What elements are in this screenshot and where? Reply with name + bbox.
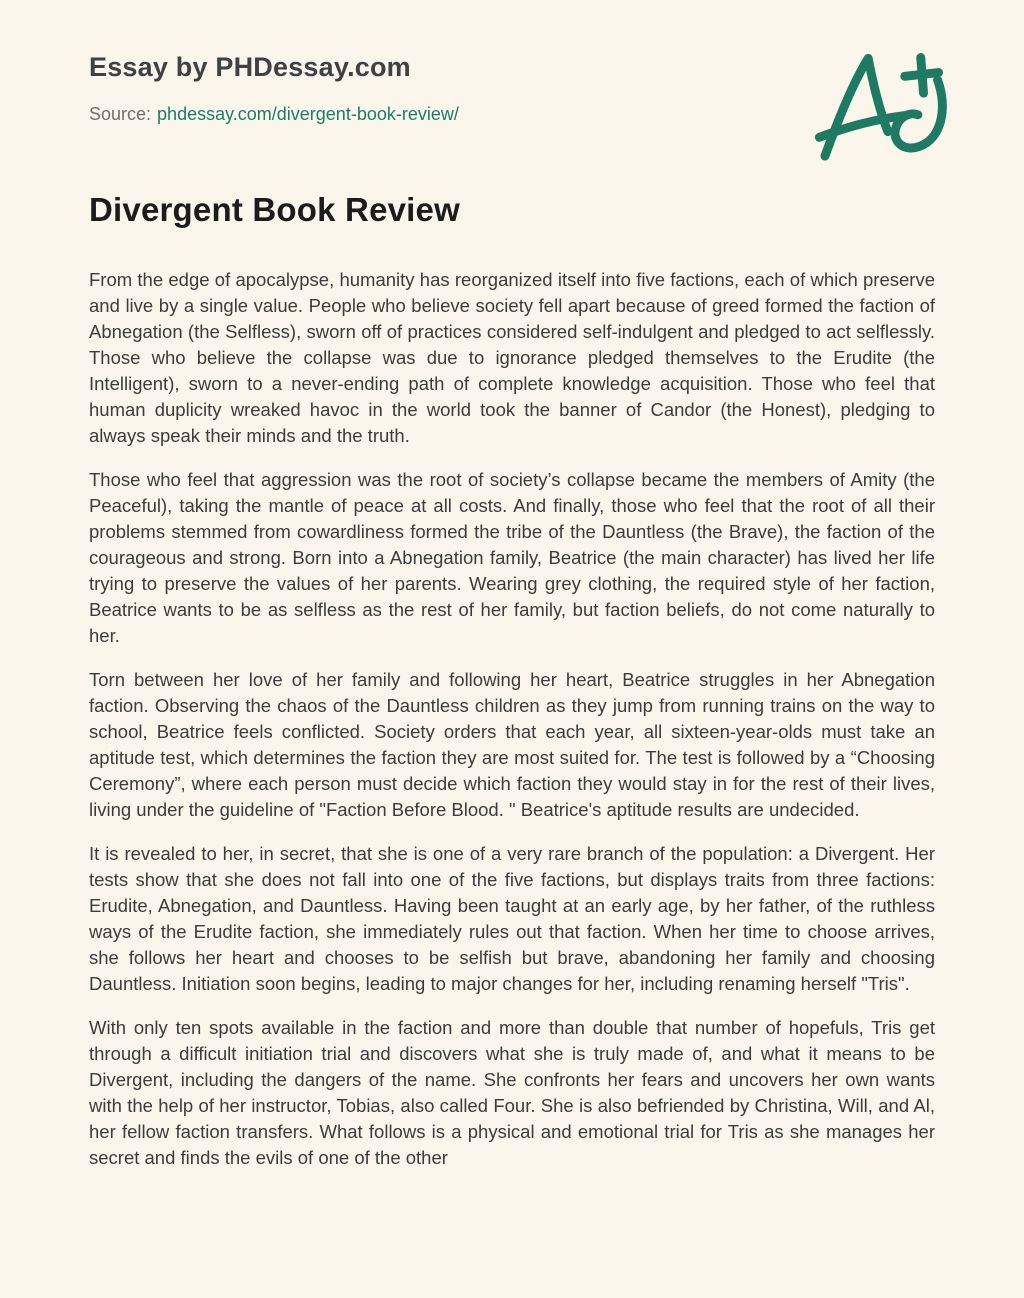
- source-line: [89, 104, 935, 125]
- byline: Essay by PHDessay.com: [89, 52, 411, 82]
- source-label: Source:: [89, 104, 152, 124]
- source-link[interactable]: phdessay.com/divergent-book-review/: [157, 104, 459, 124]
- essay-paragraph-2: Those who feel that aggression was the root of society’s collapse became the members of Amity (the Peaceful), taking the mantle of peace at all costs. And finally, those who feel that the root of all their problems stemmed from cowardliness formed the tribe of the Dauntless (the Brave), the faction of the courageous and strong. Born into a Abnegation family, Beatrice (the main character) has lived her life trying to preserve the values of her parents. Wearing grey clothing, the required style of her faction, Beatrice wants to be as selfless as the rest of her family, but faction beliefs, do not come naturally to her.: [89, 469, 935, 646]
- essay-paragraph-5: With only ten spots available in the faction and more than double that number of hopefuls, Tris get through a difficult initiation trial and discovers what she is truly made of, and what it means to be Divergent, including the dangers of the name. She confronts her fears and uncovers her own wants with the help of her instructor, Tobias, also called Four. She is also befriended by Christina, Will, and Al, her fellow faction transfers. What follows is a physical and emotional trial for Tris as she manages her secret and finds the evils of one of the other: [89, 1017, 935, 1168]
- essay-paragraph-1: From the edge of apocalypse, humanity has reorganized itself into five factions, each of which preserve and live by a single value. People who believe society fell apart because of greed formed the faction of Abnegation (the Selfless), sworn off of practices considered self-indulgent and pledged to act selflessly. Those who believe the collapse was due to ignorance pledged themselves to the Erudite (the Intelligent), sworn to a never-ending path of complete knowledge acquisition. Those who feel that human duplicity wreaked havoc in the world took the banner of Candor (the Honest), pledging to always speak their minds and the truth.: [89, 269, 935, 446]
- a-plus-logo-icon: [813, 50, 959, 172]
- essay-paragraph-3: Torn between her love of her family and following her heart, Beatrice struggles in her Abnegation faction. Observing the chaos of the Dauntless children as they jump from running trains on the way to school, Beatrice feels conflicted. Society orders that each year, all sixteen-year-olds must take an aptitude test, which determines the faction they are most suited for. The test is followed by a “Choosing Ceremony”, where each person must decide which faction they would stay in for the rest of their lives, living under the guideline of "Faction Before Blood. " Beatrice's aptitude results are undecided.: [89, 669, 935, 820]
- essay-paragraph-4: It is revealed to her, in secret, that she is one of a very rare branch of the population: a Divergent. Her tests show that she does not fall into one of the five factions, but displays traits from three factions: Erudite, Abnegation, and Dauntless. Having been taught at an early age, by her father, of the ruthless ways of the Erudite faction, she immediately rules out that faction. When her time to choose arrives, she follows her heart and chooses to be selfish but brave, abandoning her family and choosing Dauntless. Initiation soon begins, leading to major changes for her, including renaming herself "Tris".: [89, 843, 935, 994]
- essay-body: [89, 267, 935, 1171]
- page-title: Divergent Book Review: [89, 191, 460, 228]
- document-header: [89, 52, 935, 125]
